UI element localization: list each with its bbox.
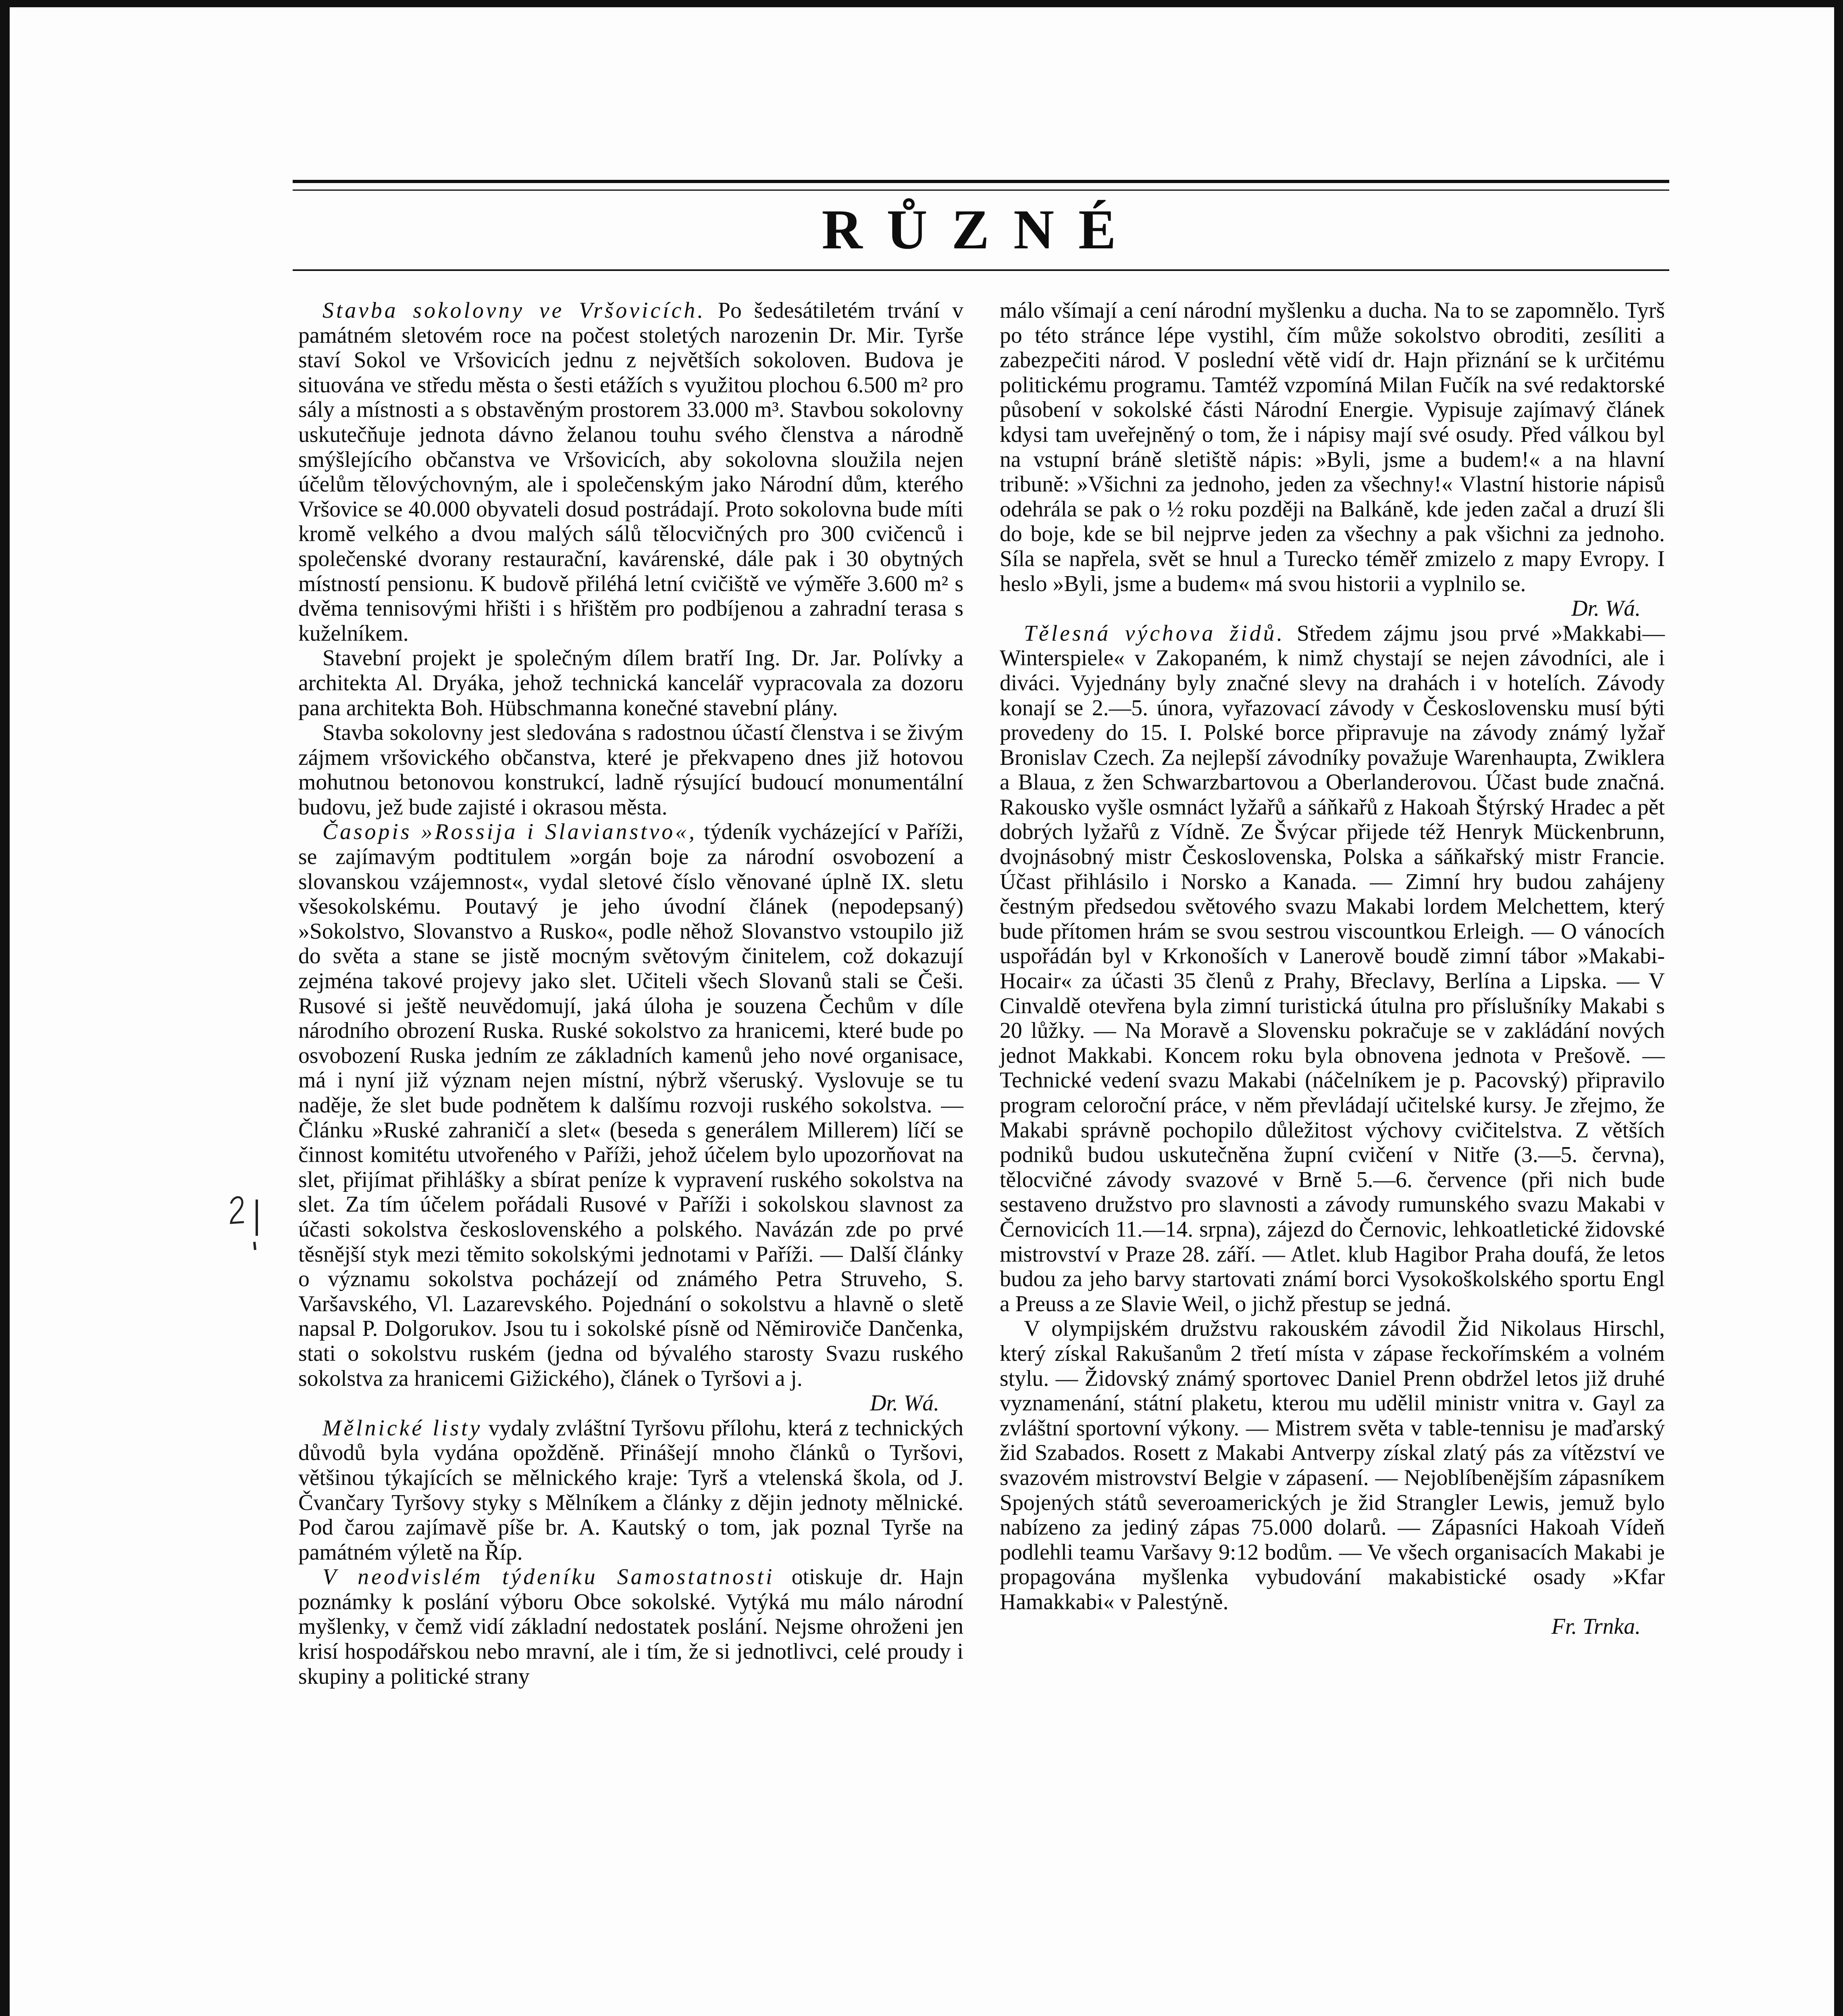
author-signature: Fr. Trnka. [1551,1614,1641,1639]
article-text: Po šedesátiletém trvání v památném sletovém roce na počest stoletých narozenin Dr. Mir. Tyrše staví Sokol ve Vršovicích jednu z největších sokoloven. Budova je situována ve středu města o šesti etážích s využitou plochou 6.500 m² pro sály a místnosti a s obstavěným prostorem 33.000 m³. Stavbou sokolovny uskutečňuje jednota dávno želanou touhu svého členstva a národně smýšlejícího občanstva ve Vršovicích, aby sokolovna sloužila nejen účelům tělovýchovným, ale i společenským jako Národní dům, kterého Vršovice se 40.000 obyvateli dosud postrádají. Proto sokolovna bude míti kromě velkého a dvou malých sálů tělocvičných pro 300 cvičenců i společenské dvorany restaurační, kavárenské, dále pak i 30 obytných místností pensionu. K budově přiléhá letní cvičiště ve výměře 3.600 m² s dvěma tennisovými hřišti i s hřištěm pro podbíjenou a zahradní terasa s kuželníkem. [298,298,964,646]
article-rossija [298,820,963,1391]
header-rule-thin [293,190,1669,191]
left-column [298,298,963,2016]
header-rule-thick [293,180,1669,183]
article-telesna-vychova [1000,621,1665,1317]
author-signature: Dr. Wá. [1571,596,1641,621]
right-column [1000,298,1665,2016]
paragraph: V olympijském družstvu rakouském závodil Žid Nikolaus Hirschl, který získal Rakušanům 2 třetí místa v zápase řeckořímském a volném stylu. — Židovský známý sportovec Daniel Prenn obdržel letos již druhé vyznamenání, státní plaketu, kterou mu udělil ministr vnitra v. Gayl za zvláštní sportovní výkony. — Mistrem světa v table-tennisu je maďarský žid Szabados. Rosett z Makabi Antverpy získal zlatý pás za vítězství ve svazovém mistrovství Belgie v zápasení. — Nejoblíbenějším zápasníkem Spojených států severoamerických je žid Strangler Lewis, jemuž bylo nabízeno za jediný zápas 75.000 dolarů. — Zápasníci Hakoah Vídeň podlehli teamu Varšavy 9:12 bodům. — Ve všech organisacích Makabi je propagována myšlenka vybudování makabistické osady »Kfar Hamakkabi« v Palestýně. [1000,1316,1665,1614]
article-heading: Časopis »Rossija i Slavianstvo«, [322,819,697,845]
handwritten-margin-mark [228,1191,264,1256]
paragraph: Stavební projekt je společným dílem bratří Ing. Dr. Jar. Polívky a architekta Al. Dryáka, jehož technická kancelář vypracovala za dozoru pana architekta Boh. Hübschmanna konečné stavební plány. [298,646,963,721]
title-rule [293,269,1669,271]
article-text: Středem zájmu jsou prvé »Makkabi—Winterspiele« v Zakopaném, k nimž chystají se nejen závodníci, ale i diváci. Vyjednány byly značné slevy na drahách i v hotelích. Závody konají se 2.—5. února, vyřazovací závody v Československu musí býti provedeny do 15. I. Polské borce připravuje na závody známý lyžař Bronislav Czech. Za nejlepší závodníky považuje Warenhaupta, Zwiklera a Blaua, z žen Schwarzbartovou a Oberlanderovou. Účast bude značná. Rakousko vyšle osmnáct lyžařů a sáňkařů z Hakoah Štýrský Hradec a pět dobrých lyžařů z Vídně. Ze Švýcar přijede též Henryk Mückenbrunn, dvojnásobný mistr Československa, Polska a sáňkařský mistr Francie. Účast přihlásilo i Norsko a Kanada. — Zimní hry budou zahájeny čestným předsedou světového svazu Makabi lordem Melchettem, který bude přítomen hrám se svou sestrou viscountkou Erleigh. — O vánocích uspořádán byl v Krkonoších v Lanerově boudě zimní tábor »Makabi-Hocair« za účasti 35 členů z Prahy, Břeclavy, Berlína a Lipska. — V Cinvaldě otevřena byla zimní turistická útulna pro příslušníky Makabi s 20 lůžky. — Na Moravě a Slovensku pokračuje se v zakládání nových jednot Makkabi. Koncem roku byla obnovena jednota v Prešově. — Technické vedení svazu Makabi (náčelníkem je p. Pacovský) připravilo program celoroční práce, v něm převládají učitelské kursy. Je zřejmo, že Makabi správně pochopilo důležitost výchovy cvičitelstva. Z větších podniků budou uskutečněna župní cvičení v Nitře (3.—5. června), tělocvičné závody svazové v Brně 5.—6. července (při nich bude sestaveno družstvo pro slavnosti a závody rumunského svazu Makabi v Černovicích 11.—14. srpna), zájezd do Černovic, lehkoatletické židovské mistrovství v Praze 28. září. — Atlet. klub Hagibor Praha doufá, že letos budou za jeho barvy startovati známí borci Vysokoškolského sportu Engl a Preuss a ze Slavie Weil, o jichž přestup se jedná. [1000,621,1665,1316]
scan-border-top [0,0,1843,7]
article-heading: V neodvislém týdeníku Samostatnosti [322,1564,775,1590]
paragraph-continued: málo všímají a cení národní myšlenku a ducha. Na to se zapomnělo. Tyrš po této stránce lépe vystihl, čím může sokolstvo obroditi, zesíliti a zabezpečiti národ. V poslední větě vidí dr. Hajn přiznání se k určitému politickému programu. Tamtéž vzpomíná Milan Fučík na své redaktorské působení v sokolské části Národní Energie. Vypisuje zajímavý článek kdysi tam uveřejněný o tom, že i nápisy mají své osudy. Před válkou byl na vstupní bráně sletiště nápis: »Byli, jsme a budem!« a na hlavní tribuně: »Všichni za jednoho, jeden za všechny!« Vlastní historie nápisů odehrála se pak o ½ roku později na Balkáně, kde jeden začal a druzí šli do boje, kde se bil nejprve jeden za všechny a pak všichni za jednoho. Síla se napřela, svět se hnul a Turecko téměř zmizelo z mapy Evropy. I heslo »Byli, jsme a budem« má svou historii a vyplnilo se. [1000,298,1665,596]
article-melnicke-listy [298,1416,963,1565]
author-signature: Dr. Wá. [870,1391,939,1416]
article-text: vydaly zvláštní Tyršovu přílohu, která z technických důvodů byla vydána opožděně. Přinášejí mnoho článků o Tyršovi, většinou týkajících se mělnického kraje: Tyrš a vtelenská škola, od J. Čvančary Tyršovy styky s Mělníkem a články z dějin jednoty mělnické. Pod čarou zajímavě píše br. A. Kautský o tom, jak poznal Tyrše na památném výletě na Říp. [298,1415,963,1565]
page-title: RŮZNÉ [822,198,1140,261]
paragraph: Stavba sokolovny jest sledována s radostnou účastí členstva i se živým zájmem vršovického občanstva, které je překvapeno dnes již hotovou mohutnou betonovou konstrukcí, ladně rýsující budoucí monumentální budovu, jež bude zajisté i okrasou města. [298,720,963,820]
article-text: otiskuje dr. Hajn poznámky k poslání výboru Obce sokolské. Vytýká mu málo národní myšlenky, v čemž vidí základní nedostatek poslání. Nejsme ohroženi jen krisí hospodářskou nebo mravní, ale i tím, že si jednotlivci, celé proudy i skupiny a politické strany [298,1564,964,1689]
article-heading: Stavba sokolovny ve Vršovicích. [322,298,706,323]
article-heading: Tělesná výchova židů. [1024,621,1285,646]
article-sokolovna [298,298,963,646]
scan-border-right [1834,0,1843,2016]
article-text: týdeník vycházející v Paříži, se zajímavým podtitulem »orgán boje za národní osvobození a slovanskou vzájemnost«, vydal sletové číslo věnované úplně IX. sletu všesokolskému. Poutavý je jeho úvodní článek (nepodepsaný) »Sokolstvo, Slovanstvo a Rusko«, podle něhož Slovanstvo vstoupilo již do světa a stane se jistě mocným světovým činitelem, což dokazují zejména takové projevy jako slet. Učiteli všech Slovanů stali se Češi. Rusové si ještě neuvědomují, jaká úloha je souzena Čechům v díle národního obrození Ruska. Ruské sokolstvo za hranicemi, které bude po osvobození Ruska jedním ze základních kamenů jeho nové organisace, má i nyní již význam nejen místní, nýbrž všeruský. Vyslovuje se tu naděje, že slet bude podnětem k dalšímu rozvoji ruského sokolstva. — Článku »Ruské zahraničí a slet« (beseda s generálem Millerem) líčí se činnost komitétu utvořeného v Paříži, jehož účelem bylo upozorňovat na slet, přijímat přihlášky a sbírat peníze k vypravení ruského sokolstva na slet. Za tím účelem pořádali Rusové v Paříži i sokolskou slavnost za účasti sokolstva československého a polského. Navázán zde po prvé těsnější styk mezi těmito sokolskými jednotami v Paříži. — Další články o významu sokolstva pocházejí od známého Petra Struveho, S. Varšavského, Vl. Lazarevského. Pojednání o sokolstvu a hlavně o sletě napsal P. Dolgorukov. Jsou tu i sokolské písně od Němiroviče Dančenka, stati o sokolstvu ruském (jedna od bývalého starosty Svazu ruského sokolstva za hranicemi Gižického), článek o Tyršovi a j. [298,819,963,1391]
article-heading: Mělnické listy [322,1415,483,1441]
article-samostatnost [298,1565,963,1689]
scan-border-left [0,0,10,2016]
